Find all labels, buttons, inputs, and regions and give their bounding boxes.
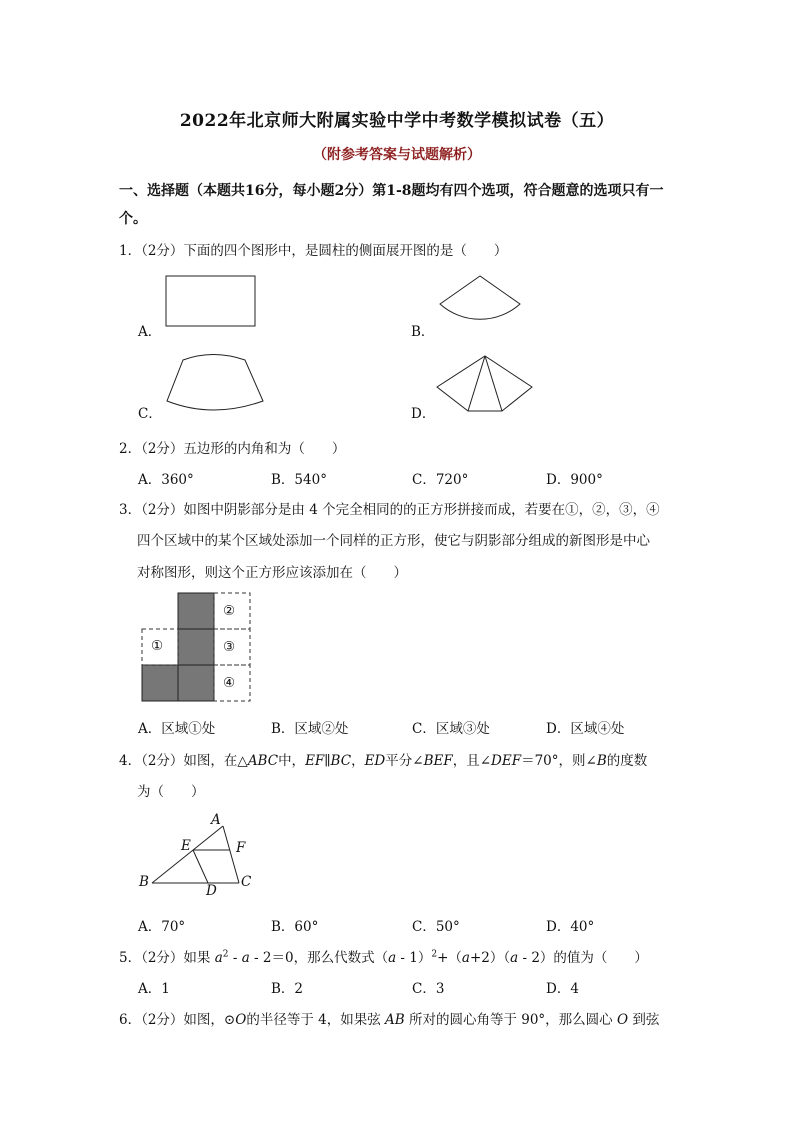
q1-option-a-label: A．	[138, 324, 162, 340]
q3-region-4: ④	[223, 675, 236, 691]
q4-stem-line1: 4．（2分）如图，在△ABC中，EF∥BC，ED平分∠BEF，且∠DEF＝70°，则∠B的度数	[119, 753, 648, 769]
q3-region-3: ③	[223, 639, 236, 655]
q4-stem-line2: 为（ ）	[137, 784, 205, 800]
page-title: 2022年北京师大附属实验中学中考数学模拟试卷（五）	[179, 111, 615, 131]
q3-region-2: ②	[223, 603, 236, 619]
q4-option-d[interactable]: D．40°	[546, 919, 595, 935]
q5-option-d[interactable]: D．4	[546, 981, 579, 997]
q3-stem-line3: 对称图形，则这个正方形应该添加在（ ）	[137, 565, 407, 581]
q1-option-d-label: D．	[411, 406, 436, 422]
q3-option-c[interactable]: C．区域③处	[412, 721, 490, 737]
q2-option-b[interactable]: B．540°	[271, 472, 327, 488]
q3-stem-line2: 四个区域中的某个区域处添加一个同样的正方形，使它与阴影部分组成的新图形是中心	[137, 533, 650, 549]
q5-option-b[interactable]: B．2	[271, 981, 304, 997]
q2-stem: 2．（2分）五边形的内角和为（ ）	[119, 441, 346, 457]
q3-option-b[interactable]: B．区域②处	[271, 721, 349, 737]
q1-option-c-label: C．	[138, 406, 162, 422]
q2-option-c[interactable]: C．720°	[412, 472, 469, 488]
section-heading-cont: 个。	[119, 211, 147, 227]
q4-option-c[interactable]: C．50°	[412, 919, 460, 935]
q5-stem: 5．（2分）如果 $a^2 - a - 2=0$，那么代数式（a - 1）$^2$+（a+2）（a - 2）的值为（ ）	[119, 949, 648, 966]
q4-option-b[interactable]: B．60°	[271, 919, 319, 935]
q5-option-c[interactable]: C．3	[412, 981, 445, 997]
q1-option-b-label: B．	[411, 324, 435, 340]
q6-stem: 6．（2分）如图，⊙O的半径等于 4，如果弦 AB 所对的圆心角等于 90°，那么圆心 O 到弦	[119, 1012, 660, 1028]
page-subtitle: （附参考答案与试题解析）	[313, 147, 481, 163]
q1-stem: 1．（2分）下面的四个图形中，是圆柱的侧面展开图的是（ ）	[119, 243, 508, 259]
q4-point-b: B	[139, 874, 149, 890]
q3-option-a[interactable]: A．区域①处	[138, 721, 216, 737]
q4-option-a[interactable]: A．70°	[138, 919, 186, 935]
q2-option-d[interactable]: D．900°	[546, 472, 603, 488]
q3-option-d[interactable]: D．区域④处	[546, 721, 625, 737]
q4-point-d: D	[206, 883, 217, 899]
q5-option-a[interactable]: A．1	[138, 981, 170, 997]
q4-point-c: C	[241, 874, 252, 890]
q2-option-a[interactable]: A．360°	[138, 472, 194, 488]
section-heading: 一、选择题（本题共16分，每小题2分）第1-8题均有四个选项，符合题意的选项只有一	[119, 183, 664, 199]
q4-point-f: F	[236, 840, 246, 856]
q3-region-1: ①	[151, 638, 164, 654]
q4-point-a: A	[211, 812, 221, 828]
q3-stem-line1: 3．（2分）如图中阴影部分是由 4 个完全相同的的正方形拼接而成，若要在①，②，③，④	[119, 502, 660, 518]
q4-point-e: E	[181, 838, 191, 854]
